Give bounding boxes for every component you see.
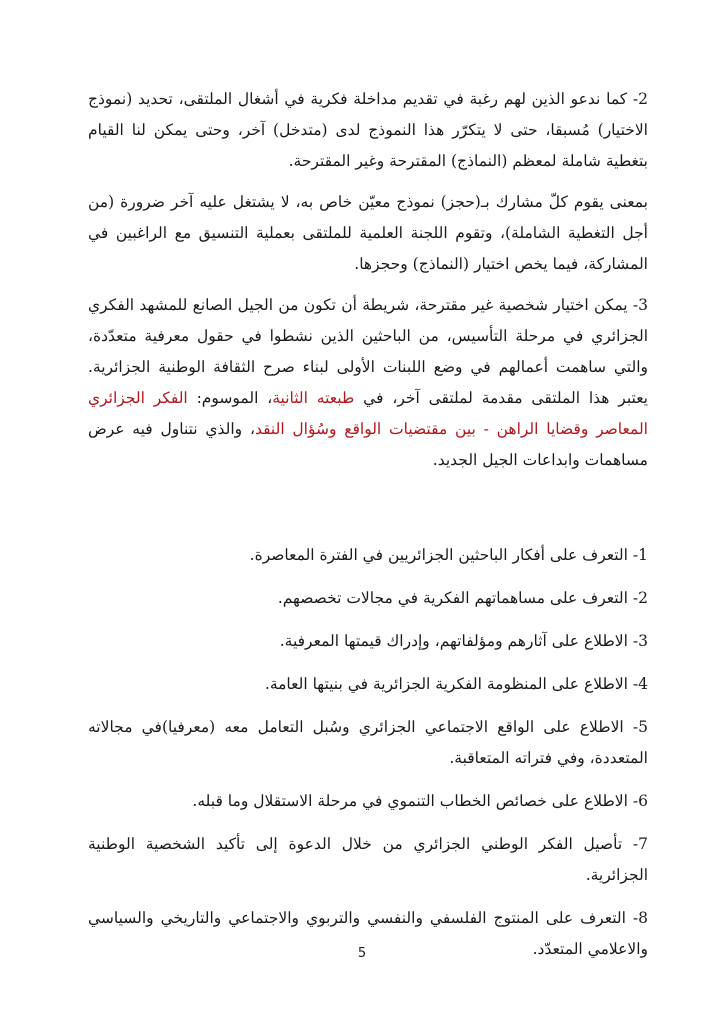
objective-item: 4- الاطلاع على المنظومة الفكرية الجزائرية في بنيتها العامة.: [264, 675, 648, 693]
highlight-conference-title: الفكر الجزائري المعاصر وقضايا الراهن - بين مقتضيات الواقع وسُؤال النقد: [88, 389, 648, 438]
objective-item: 2- التعرف على مساهماتهم الفكرية في مجالات تخصصهم.: [277, 589, 648, 607]
paragraph-participation-request: 2- كما ندعو الذين لهم رغبة في تقديم مداخلة فكرية في أشغال الملتقى، تحديد (نموذج الاختيار) مُسبقا، حتى لا يتكرّر هذا النموذج لدى (متدخل) آخر، وحتى يمكن لنا القيام بتغطية شاملة لمعظم (النماذج) المقترحة وغير المقترحة.: [88, 90, 648, 170]
document-page: [88, 84, 648, 977]
objective-item: 8- التعرف على المنتوج الفلسفي والنفسي والتربوي والاجتماعي والتاريخي والسياسي والاعلامي المتعدّد.: [88, 909, 648, 958]
page-number: 5: [357, 946, 367, 961]
objective-item: 5- الاطلاع على الواقع الاجتماعي الجزائري وسُبل التعامل معه (معرفيا)في مجالاته المتعددة، وفي فتراته المتعاقبة.: [88, 718, 648, 767]
highlight-second-edition: طبعته الثانية: [272, 389, 355, 407]
section-gap: [88, 486, 648, 540]
paragraph-text: 3- يمكن اختيار شخصية غير مقترحة، شريطة أن تكون من الجيل الصانع للمشهد الفكري الجزائري في مرحلة التأسيس، من الباحثين الذين نشطوا في حقول معرفية متعدّدة، والتي ساهمت أعمالهم في وضع اللبنات الأولى لبناء صرح الثقافة الوطنية الجزائرية. يعتبر هذا الملتقى مقدمة لملتقى آخر، في: [88, 296, 648, 407]
objective-item: 7- تأصيل الفكر الوطني الجزائري من خلال الدعوة إلى تأكيد الشخصية الوطنية الجزائرية.: [88, 835, 648, 884]
objective-item: 3- الاطلاع على آثارهم ومؤلفاتهم، وإدراك قيمتها المعرفية.: [279, 632, 648, 650]
paragraph-text: ، والذي نتناول فيه عرض مساهمات وابداعات الجيل الجديد.: [88, 420, 648, 469]
paragraph-reservation-explanation: بمعنى يقوم كلّ مشارك بـ(حجز) نموذج معيّن خاص به، لا يشتغل عليه آخر ضرورة (من أجل التغطية الشاملة)، وتقوم اللجنة العلمية للملتقى بعملية التنسيق مع الراغبين في المشاركة، فيما يخص اختيار (النماذج) وحجزها.: [88, 193, 648, 273]
paragraph-text: ، الموسوم:: [187, 389, 273, 407]
objective-item: 1- التعرف على أفكار الباحثين الجزائريين في الفترة المعاصرة.: [249, 546, 648, 564]
objective-item: 6- الاطلاع على خصائص الخطاب التنموي في مرحلة الاستقلال وما قبله.: [192, 792, 648, 810]
objectives-list: [88, 540, 648, 965]
paragraph-non-proposed-figure: [88, 290, 648, 476]
